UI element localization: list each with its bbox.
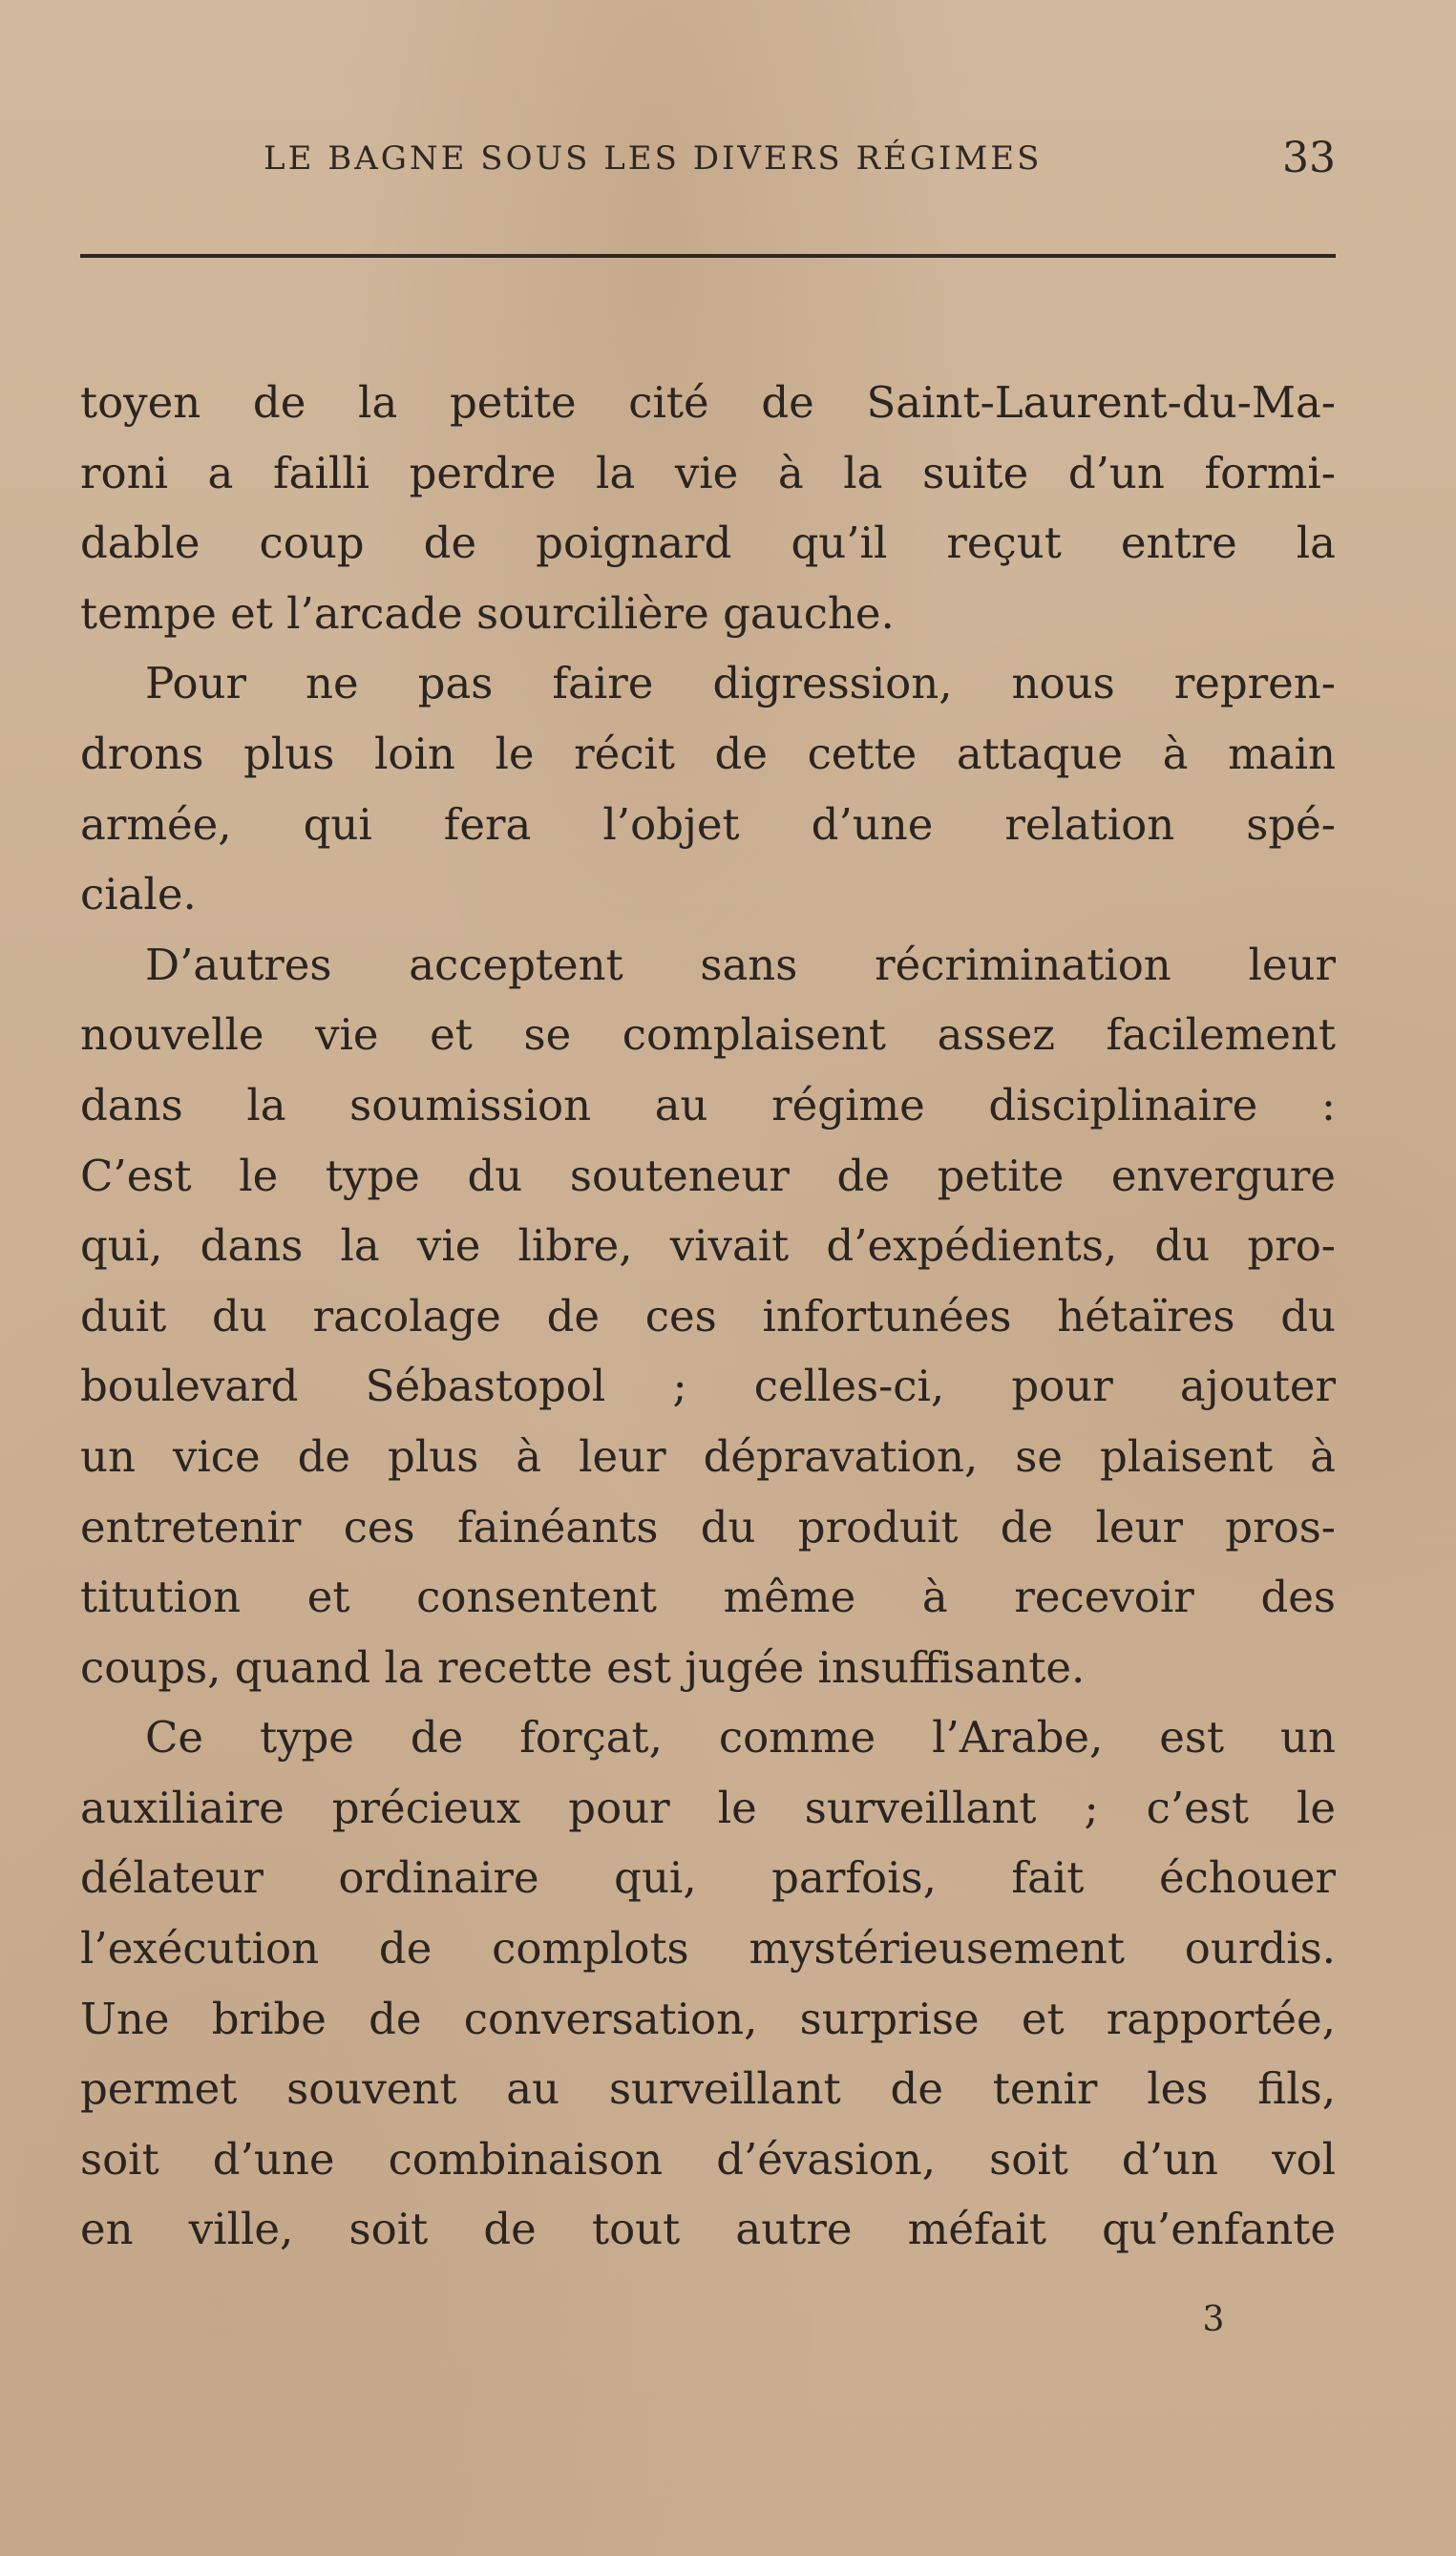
text-line: coups, quand la recette est jugée insuffisante.: [80, 1641, 1086, 1693]
text-line: roni a failli perdre la vie à la suite d’un formi-: [80, 447, 1336, 498]
signature-mark: 3: [1202, 2300, 1225, 2339]
running-head: [80, 132, 1336, 185]
text-line: tempe et l’arcade sourcilière gauche.: [80, 587, 895, 639]
text-line: toyen de la petite cité de Saint-Laurent-du-Ma-: [80, 377, 1336, 428]
text-line: entretenir ces fainéants du produit de leur pros-: [80, 1501, 1336, 1553]
text-line: auxiliaire précieux pour le surveillant ; c’est le: [80, 1782, 1336, 1833]
page-number: 33: [1282, 134, 1336, 182]
text-line: titution et consentent même à recevoir des: [80, 1572, 1336, 1623]
text-line: Pour ne pas faire digression, nous repren-: [145, 658, 1336, 709]
header-rule: [80, 254, 1336, 258]
text-line: Une bribe de conversation, surprise et rapportée,: [80, 1993, 1336, 2044]
text-line: l’exécution de complots mystérieusement ourdis.: [80, 1923, 1336, 1975]
text-line: ciale.: [80, 869, 197, 920]
text-line: un vice de plus à leur dépravation, se plaisent à: [80, 1430, 1336, 1482]
text-line: délateur ordinaire qui, parfois, fait échouer: [80, 1852, 1336, 1904]
text-line: nouvelle vie et se complaisent assez facilement: [80, 1009, 1336, 1061]
text-line: qui, dans la vie libre, vivait d’expédients, du pro-: [80, 1220, 1336, 1272]
text-line: dans la soumission au régime disciplinaire :: [80, 1079, 1336, 1130]
text-line: boulevard Sébastopol ; celles-ci, pour ajouter: [80, 1361, 1336, 1412]
text-line: soit d’une combinaison d’évasion, soit d’un vol: [80, 2133, 1336, 2185]
running-title: LE BAGNE SOUS LES DIVERS RÉGIMES: [264, 139, 1043, 178]
body-text: [80, 368, 1336, 2265]
text-line: D’autres acceptent sans récrimination leur: [145, 939, 1336, 990]
text-line: Ce type de forçat, comme l’Arabe, est un: [145, 1712, 1336, 1764]
text-line: duit du racolage de ces infortunées hétaïres du: [80, 1290, 1336, 1341]
text-line: en ville, soit de tout autre méfait qu’enfante: [80, 2204, 1336, 2255]
text-line: drons plus loin le récit de cette attaque à main: [80, 728, 1336, 779]
text-line: dable coup de poignard qu’il reçut entre la: [80, 518, 1336, 569]
text-line: C’est le type du souteneur de petite envergure: [80, 1150, 1336, 1201]
text-line: armée, qui fera l’objet d’une relation spé-: [80, 798, 1336, 850]
text-line: permet souvent au surveillant de tenir les fils,: [80, 2063, 1336, 2115]
